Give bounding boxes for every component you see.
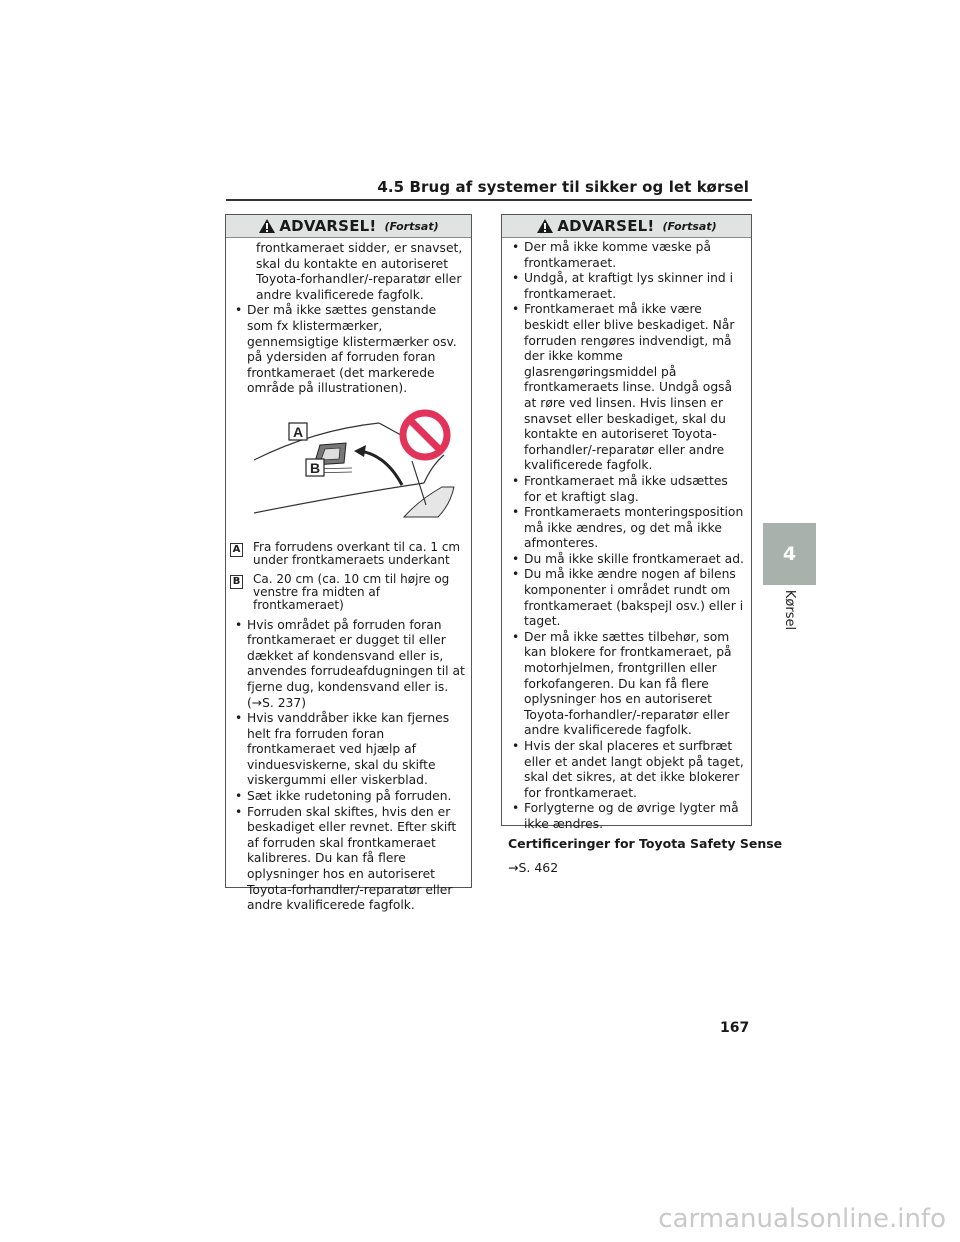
- bullet-marker: •: [512, 271, 520, 286]
- bullet-text: Forlygterne og de øvrige lygter må ikke ændres.: [524, 801, 739, 831]
- bullet-marker: •: [512, 739, 520, 753]
- bullet-item: [229, 711, 465, 789]
- bullet-text: Hvis vanddråber ikke kan fjernes helt fra forruden foran frontkameraet ved hjælp af vinduesviskerne, skal du skifte viskergummi eller viskerblad.: [247, 711, 450, 788]
- chapter-label: Kørsel: [782, 589, 798, 631]
- warning-title: ADVARSEL!: [557, 217, 655, 235]
- bullet-marker: •: [512, 505, 520, 520]
- bullet-text: Du må ikke skille frontkameraet ad.: [524, 551, 744, 566]
- illustration-callout: [230, 573, 465, 612]
- warning-subtitle: (Fortsat): [384, 219, 439, 233]
- bullet-text: Hvis der skal placeres et surfbræt eller et andet langt objekt på taget, skal det sikres, at det ikke blokerer for frontkameraet.: [524, 739, 744, 800]
- bullet-marker: •: [235, 804, 243, 819]
- bullet-item: [506, 271, 745, 302]
- warning-box-left: [225, 214, 472, 913]
- bullet-item: [229, 805, 465, 914]
- bullet-item: [506, 739, 745, 801]
- bullet-text: Frontkameraet må ikke udsættes for et kraftigt slag.: [524, 473, 728, 504]
- bullet-marker: •: [235, 711, 243, 726]
- chapter-number: 4: [782, 543, 797, 565]
- bullet-item: [506, 474, 745, 505]
- callout-key: A: [230, 543, 243, 557]
- bullet-item: [229, 789, 465, 805]
- bullet-item: [506, 801, 745, 832]
- bullet-marker: •: [512, 302, 520, 317]
- bullet-text: Frontkameraet må ikke være beskidt eller blive beskadiget. Når forruden rengøres indvendigt, må der ikke komme glasrengøringsmiddel på frontkameraets linse. Undgå også at røre ved linsen. Hvis linsen er snavset eller beskadiget, skal du kontakte en autoriseret Toyota-forhandler/-reparatør eller andre kvalificerede fagfolk.: [524, 302, 735, 473]
- bullet-item: [506, 505, 745, 552]
- callout-key: B: [230, 575, 243, 589]
- bullet-item: [229, 618, 465, 712]
- bullet-marker: •: [512, 240, 520, 254]
- callout-text: Fra forrudens overkant til ca. 1 cm under frontkameraets underkant: [253, 539, 461, 567]
- watermark: carmanualsonline.info: [658, 1204, 946, 1234]
- illustration-label-a: A: [292, 423, 304, 440]
- bullet-text: Forruden skal skiftes, hvis den er beskadiget eller revnet. Efter skift af forruden skal frontkameraet kalibreres. Du kan få flere oplysninger hos en autoriseret Toyota-forhandler/-reparatør eller andre kvalificerede fagfolk.: [247, 804, 457, 913]
- certification-page-link[interactable]: →S. 462: [508, 860, 559, 875]
- bullet-text: Du må ikke ændre nogen af bilens komponenter i området rundt om frontkameraet (bakspejl osv.) eller i taget.: [524, 567, 744, 629]
- bullet-marker: •: [512, 473, 520, 488]
- warning-header: [502, 215, 751, 238]
- bullet-item: [506, 552, 745, 568]
- warning-triangle-icon: [258, 218, 276, 234]
- bullet-marker: •: [235, 789, 243, 804]
- bullet-marker: •: [512, 629, 520, 644]
- bullet-text: Hvis området på forruden foran frontkameraet er dugget til eller dækket af kondensvand eller is, anvendes forrudeafdugningen til at fjerne dug, kondensvand eller is. (→S. 237): [247, 617, 465, 710]
- continuation-paragraph: frontkameraet sidder, er snavset, skal du kontakte en autoriseret Toyota-forhandler/-reparatør eller andre kvalificerede fagfolk.: [256, 241, 463, 302]
- warning-triangle-icon: [536, 218, 554, 234]
- bullet-text: Undgå, at kraftigt lys skinner ind i frontkameraet.: [524, 271, 734, 301]
- page-number: 167: [720, 1020, 750, 1036]
- illustration-label-b: B: [309, 459, 321, 476]
- warning-subtitle: (Fortsat): [662, 219, 717, 233]
- bullet-text: Der må ikke sættes tilbehør, som kan blokere for frontkameraet, på motorhjelmen, frontgrillen eller forkofangeren. Du kan få flere oplysninger hos en autoriseret Toyota-forhandler/-reparatør eller andre kvalificerede fagfolk.: [524, 629, 732, 738]
- bullet-marker: •: [512, 567, 520, 582]
- bullet-item: [506, 630, 745, 739]
- bullet-marker: •: [235, 617, 243, 632]
- bullet-item: [229, 303, 465, 397]
- bullet-text: Der må ikke sættes genstande som fx klistermærker, gennemsigtige klistermærker osv. på ydersiden af forruden foran frontkameraet (det markerede område på illustrationen).: [247, 303, 457, 396]
- bullet-text: Frontkameraets monteringsposition må ikke ændres, og det må ikke afmonteres.: [524, 505, 744, 551]
- bullet-text: Der må ikke komme væske på frontkameraet.: [524, 240, 712, 270]
- warning-title: ADVARSEL!: [279, 217, 377, 235]
- bullet-marker: •: [512, 801, 520, 816]
- callout-text: Ca. 20 cm (ca. 10 cm til højre og venstre fra midten af frontkameraet): [253, 571, 450, 612]
- illustration-callout: [230, 541, 465, 567]
- bullet-item: [506, 567, 745, 629]
- certification-heading: Certificeringer for Toyota Safety Sense: [508, 836, 783, 851]
- warning-header: [226, 215, 471, 238]
- chapter-tab[interactable]: [763, 523, 816, 585]
- bullet-item: [506, 302, 745, 474]
- bullet-marker: •: [235, 303, 243, 318]
- bullet-item: [506, 240, 745, 271]
- windshield-camera-illustration: [254, 405, 464, 530]
- warning-box-right: [501, 214, 752, 831]
- bullet-marker: •: [512, 551, 520, 566]
- section-title: 4.5 Brug af systemer til sikker og let kørsel: [377, 178, 749, 196]
- bullet-text: Sæt ikke rudetoning på forruden.: [247, 789, 452, 804]
- header-rule: [226, 199, 752, 201]
